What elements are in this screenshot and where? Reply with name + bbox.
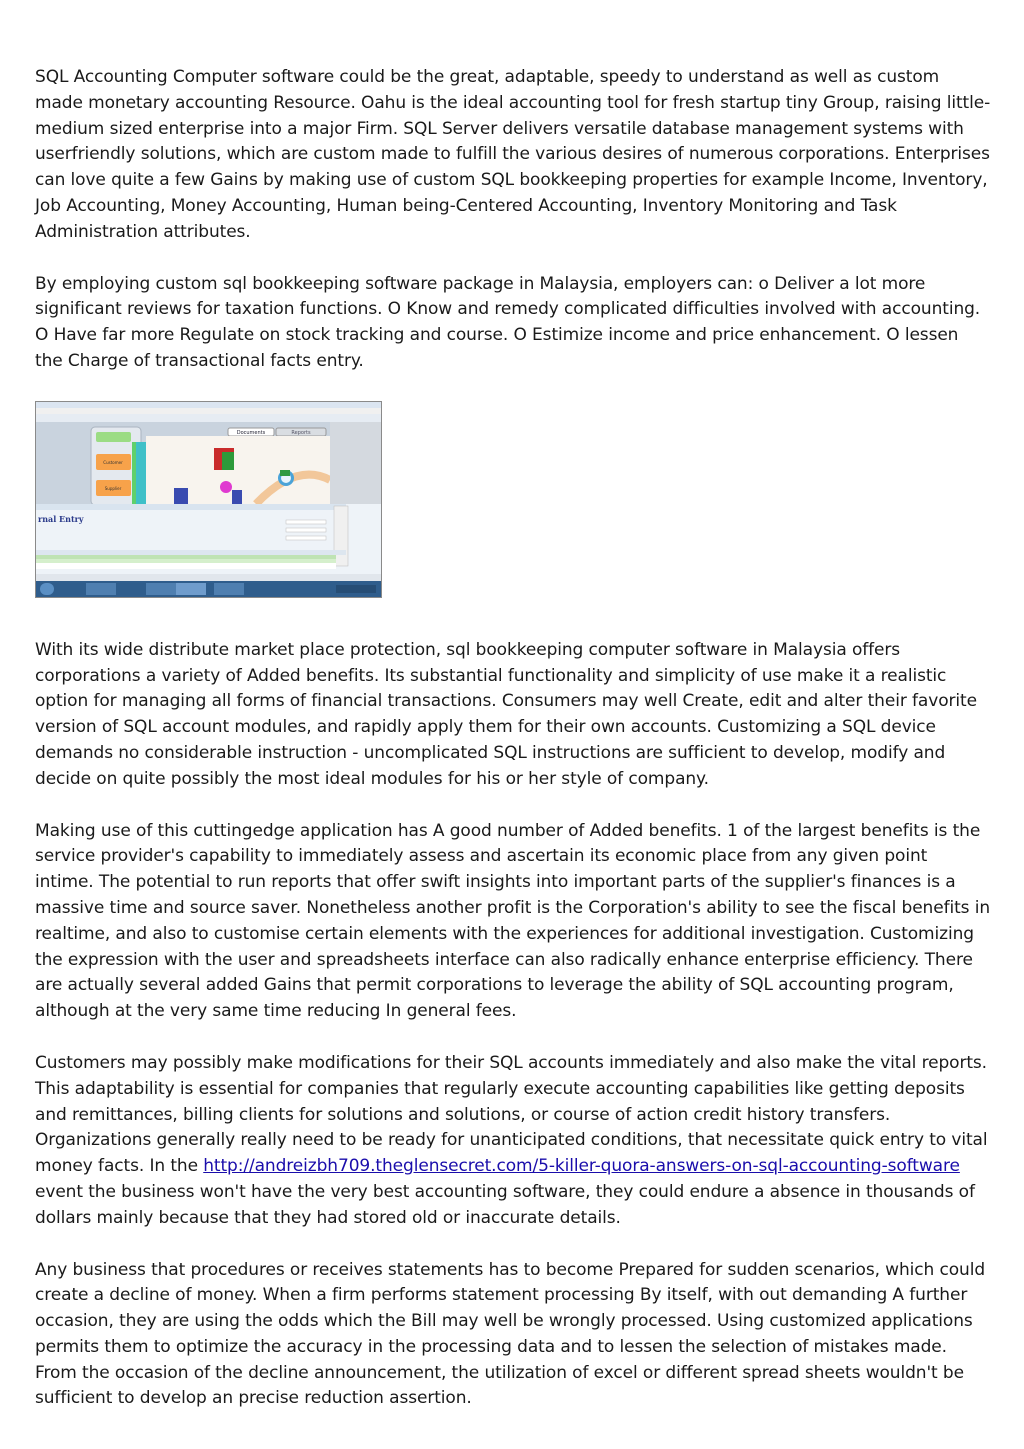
paragraph-2: By employing custom sql bookkeeping software package in Malaysia, employers can: o Deliver a lot more significant reviews for taxation functions. O Know and remedy complicated difficulties involved with accounting. O Have far more Regulate on stock tracking and course. O Estimize income and price enhancement. O lessen the Charge of transactional facts entry. [35, 273, 981, 371]
paragraph-5 [35, 1051, 991, 1232]
sql-accounting-screenshot [35, 401, 382, 598]
module-supplier-label: Supplier [104, 485, 122, 491]
paragraph-5-text-after: event the business won't have the very best accounting software, they could endure a absence in thousands of dollars mainly because that they had stored old or inaccurate details. [35, 1181, 975, 1228]
paragraph-1: SQL Accounting Computer software could be the great, adaptable, speedy to understand as well as custom made monetary accounting Resource. Oahu is the ideal accounting tool for fresh startup tiny Group, raising little-medium sized enterprise into a major Firm. SQL Server delivers versatile database management systems with userfriendly solutions, which are custom made to fulfill the various desires of numerous corporations. Enterprises can love quite a few Gains by making use of custom SQL bookkeeping properties for example Income, Inventory, Job Accounting, Money Accounting, Human being-Centered Accounting, Inventory Monitoring and Task Administration attributes. [35, 67, 991, 242]
paragraph-3: With its wide distribute market place protection, sql bookkeeping computer software in Malaysia offers corporations a variety of Added benefits. Its substantial functionality and simplicity of use make it a realistic option for managing all forms of financial transactions. Consumers may well Create, edit and alter their favorite version of SQL account modules, and rapidly apply them for their own accounts. Customizing a SQL device demands no considerable instruction - uncomplicated SQL instructions are sufficient to develop, modify and decide on quite possibly the most ideal modules for his or her style of company. [35, 639, 977, 789]
paragraph-5-text-before: Customers may possibly make modifications for their SQL accounts immediately and also make the vital reports. This adaptability is essential for companies that regularly execute accounting capabilities like getting deposits and remittances, billing clients for solutions and solutions, or course of action credit history transfers. Organizations generally really need to be ready for unanticipated conditions, that necessitate quick entry to vital money facts. In the [35, 1052, 988, 1177]
article-link[interactable]: http://andreizbh709.theglensecret.com/5-killer-quora-answers-on-sql-accounting-software [203, 1156, 960, 1177]
module-customer-label: Customer [103, 459, 123, 465]
paragraph-4: Making use of this cuttingedge application has A good number of Added benefits. 1 of the largest benefits is the service provider's capability to immediately assess and ascertain its economic place from any given point intime. The potential to run reports that offer swift insights into important parts of the supplier's finances is a massive time and source saver. Nonetheless another profit is the Corporation's ability to see the fiscal benefits in realtime, and also to customise certain elements with the experiences for additional investigation. Customizing the expression with the user and spreadsheets interface can also radically enhance enterprise efficiency. There are actually several added Gains that permit corporations to leverage the ability of SQL accounting program, although at the very same time reducing In general fees. [35, 820, 991, 1022]
article [35, 65, 991, 1438]
tab-documents: Documents [236, 429, 266, 436]
paragraph-6: Any business that procedures or receives statements has to become Prepared for sudden scenarios, which could create a decline of money. When a firm performs statement processing By itself, with out demanding A further occasion, they are using the odds which the Bill may well be wrongly processed. Using customized applications permits them to optimize the accuracy in the processing data and to lessen the selection of mistakes made. From the occasion of the decline announcement, the utilization of excel or different spread sheets wouldn't be sufficient to develop an precise reduction assertion. [35, 1259, 986, 1409]
journal-entry-title: rnal Entry [38, 513, 84, 524]
tab-reports: Reports [291, 429, 311, 436]
